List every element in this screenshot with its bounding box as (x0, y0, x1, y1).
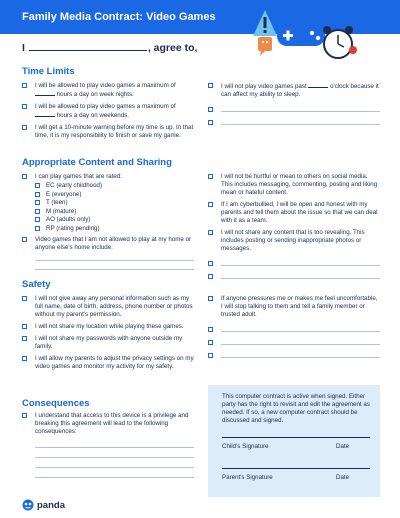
section-title-time-limits: Time Limits (22, 66, 75, 77)
rating-option: EC (early childhood) (22, 182, 194, 190)
custom-item-line (208, 270, 380, 281)
checkbox[interactable] (22, 174, 27, 179)
checkbox[interactable] (208, 296, 213, 301)
checkbox[interactable] (208, 174, 213, 179)
text-blank[interactable] (35, 111, 55, 117)
section-title-content: Appropriate Content and Sharing (22, 157, 172, 168)
section-title-safety: Safety (22, 279, 51, 290)
list-item: I will get a 10-minute warning before my time is up. In that time, it is my responsibility to finish or save my game. (22, 124, 194, 140)
custom-item-line (208, 257, 380, 268)
child-date-label: Date (336, 443, 350, 450)
checkbox[interactable] (35, 226, 40, 231)
checkbox[interactable] (35, 183, 40, 188)
rating-option: E (everyone) (22, 191, 194, 199)
list-item: I will be allowed to play video games a maximum of hours a day on week nights. (22, 82, 194, 99)
write-in-line[interactable] (35, 467, 194, 468)
checkbox[interactable] (22, 104, 27, 109)
list-item: I will not share any content that is too revealing. This includes posting or sending inappropriate photos or messages. (208, 229, 380, 253)
write-in-line[interactable] (35, 261, 194, 270)
write-in-line[interactable] (221, 357, 380, 358)
list-item: I can play games that are rated: (22, 173, 194, 181)
checkbox[interactable] (208, 340, 213, 345)
rating-option: AO (adults only) (22, 216, 194, 224)
custom-item-line (208, 349, 380, 360)
child-signature-label: Child's Signature (222, 443, 269, 450)
content-left-column (22, 173, 194, 270)
time-limits-left-column (22, 82, 194, 144)
rating-option: T (teen) (22, 199, 194, 207)
write-in-line[interactable] (221, 278, 380, 279)
list-item: I will not be hurtful or mean to others on social media. This includes messaging, commenting, posting and liking mean or hateful content. (208, 173, 380, 197)
logo-text: panda (37, 499, 65, 511)
custom-item-line (208, 116, 380, 127)
rating-option: RP (rating pending) (22, 225, 194, 233)
parent-signature-line[interactable] (222, 468, 370, 469)
checkbox[interactable] (208, 202, 213, 207)
list-item: I will not share my passwords with anyone outside my family. (22, 335, 194, 351)
agreement-prefix: I (22, 42, 25, 54)
write-in-line[interactable] (35, 252, 194, 261)
custom-item-line (208, 103, 380, 114)
text-blank[interactable] (308, 82, 328, 88)
write-in-line[interactable] (221, 344, 380, 345)
checkbox[interactable] (22, 336, 27, 341)
write-in-line[interactable] (35, 477, 194, 478)
checkbox[interactable] (22, 237, 27, 242)
checkbox[interactable] (208, 83, 213, 88)
list-item: I understand that access to this device is a privilege and breaking this agreement will lead to the following consequences: (22, 412, 194, 436)
parent-signature-label: Parent's Signature (222, 474, 273, 481)
write-in-line[interactable] (221, 331, 380, 332)
page-title: Family Media Contract: Video Games (22, 11, 216, 23)
safety-left-column (22, 295, 194, 375)
signature-box (208, 385, 380, 497)
checkbox[interactable] (22, 83, 27, 88)
checkbox[interactable] (208, 107, 213, 112)
checkbox[interactable] (208, 274, 213, 279)
write-in-line[interactable] (221, 265, 380, 266)
list-item: I will not give away any personal information such as my full name, date of birth, address, phone number or photos without my parent's permission. (22, 295, 194, 319)
child-signature-line[interactable] (222, 437, 370, 438)
checkbox[interactable] (35, 200, 40, 205)
list-item: I will not play video games past o'clock because it can affect my ability to sleep. (208, 82, 380, 99)
checkbox[interactable] (208, 353, 213, 358)
custom-item-line (208, 336, 380, 347)
list-item: I will be allowed to play video games a maximum of hours a day on weekends. (22, 103, 194, 120)
contract-statement: This computer contract is active when signed. Either party has the right to revisit and edit the agreement as needed. If so, a new computer contract should be discussed and signed. (222, 393, 370, 424)
list-item: If I am cyberbullied, I will be open and honest with my parents and tell them about the issue so that we can deal with it as a team. (208, 201, 380, 225)
speech-bubble-icon (258, 37, 272, 51)
consequences-column (22, 412, 194, 436)
content-right-column (208, 173, 380, 283)
safety-right-column (208, 295, 380, 362)
panda-logo (22, 499, 65, 511)
custom-item-line (208, 323, 380, 334)
rating-option: M (mature) (22, 208, 194, 216)
checkbox[interactable] (208, 120, 213, 125)
checkbox[interactable] (35, 209, 40, 214)
checkbox[interactable] (35, 217, 40, 222)
list-item: If anyone pressures me or makes me feel uncomfortable, I will stop talking to them and tell a family member or trusted adult. (208, 295, 380, 319)
panda-logo-icon (22, 499, 34, 511)
section-title-consequences: Consequences (22, 398, 90, 409)
checkbox[interactable] (208, 261, 213, 266)
list-item: I will not share my location while playing these games. (22, 323, 194, 331)
write-in-line[interactable] (221, 124, 380, 125)
list-item: Video games that I am not allowed to play at my home or anyone else's home include: (22, 236, 194, 252)
checkbox[interactable] (22, 356, 27, 361)
time-limits-right-column (208, 82, 380, 129)
write-in-line[interactable] (35, 457, 194, 458)
checkbox[interactable] (22, 413, 27, 418)
checkbox[interactable] (208, 327, 213, 332)
video-games-illustration-icon (250, 6, 360, 66)
checkbox[interactable] (35, 192, 40, 197)
text-blank[interactable] (35, 90, 55, 96)
parent-date-label: Date (336, 474, 350, 481)
checkbox[interactable] (22, 324, 27, 329)
agreement-line (22, 42, 197, 54)
checkbox[interactable] (22, 125, 27, 130)
checkbox[interactable] (208, 230, 213, 235)
agreement-suffix: , agree to, (147, 42, 198, 54)
write-in-line[interactable] (35, 447, 194, 448)
write-in-line[interactable] (221, 111, 380, 112)
checkbox[interactable] (22, 296, 27, 301)
list-item: I will allow my parents to adjust the privacy settings on my video games and monitor my activity for my safety. (22, 355, 194, 371)
name-blank[interactable] (29, 42, 147, 51)
